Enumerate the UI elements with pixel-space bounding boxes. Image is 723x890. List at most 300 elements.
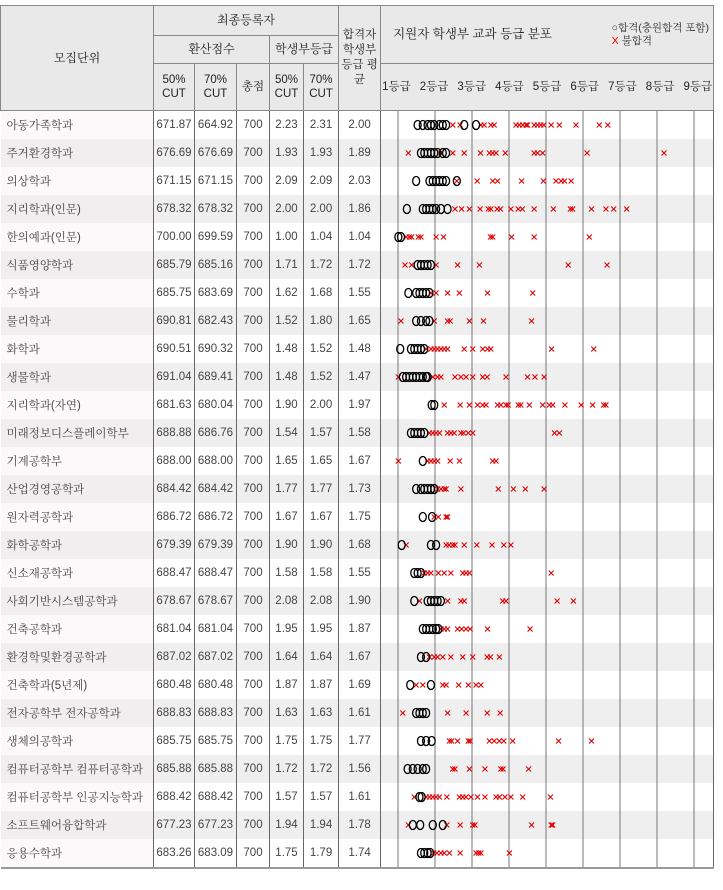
score-cut50: 677.23	[154, 811, 195, 839]
pass-grade-avg: 1.68	[339, 531, 381, 559]
fail-marker	[419, 235, 424, 240]
unit-name: 전자공학부 전자공학과	[1, 699, 154, 727]
table-row	[1, 671, 714, 699]
fail-marker	[450, 151, 455, 156]
fail-marker	[468, 795, 473, 800]
fail-marker	[400, 711, 405, 716]
pass-grade-avg: 1.55	[339, 559, 381, 587]
pass-grade-avg: 1.89	[339, 139, 381, 167]
pass-marker	[473, 121, 480, 130]
pass-marker	[423, 653, 430, 662]
total-score: 700	[237, 559, 270, 587]
score-cut70: 680.04	[195, 391, 237, 419]
fail-marker	[467, 571, 472, 576]
fail-marker	[448, 319, 453, 324]
distribution-plot	[381, 111, 714, 139]
fail-marker	[459, 207, 464, 212]
grade-cut50: 1.65	[270, 447, 304, 475]
total-score: 700	[237, 671, 270, 699]
grade-cut50: 1.52	[270, 307, 304, 335]
fail-marker	[497, 655, 502, 660]
distribution-plot-cell	[381, 391, 714, 419]
header-unit: 모집단위	[1, 6, 154, 111]
distribution-plot-cell	[381, 727, 714, 755]
fail-marker	[435, 459, 440, 464]
fail-marker	[480, 375, 485, 380]
table-row	[1, 279, 714, 307]
fail-marker	[470, 347, 475, 352]
grade-tick-label: 4등급	[495, 80, 524, 93]
fail-marker	[624, 207, 629, 212]
fail-marker	[467, 319, 472, 324]
grade-cut70: 1.57	[304, 783, 339, 811]
fail-marker	[435, 655, 440, 660]
pass-grade-avg: 1.67	[339, 643, 381, 671]
distribution-plot-cell	[381, 643, 714, 671]
fail-marker	[452, 431, 457, 436]
table-row	[1, 587, 714, 615]
unit-name: 물리학과	[1, 307, 154, 335]
grade-cut70: 1.65	[304, 447, 339, 475]
distribution-plot	[381, 839, 714, 867]
total-score: 700	[237, 195, 270, 223]
pass-marker	[411, 597, 418, 606]
fail-marker	[605, 123, 610, 128]
fail-marker	[562, 403, 567, 408]
unit-name: 컴퓨터공학부 인공지능학과	[1, 783, 154, 811]
grade-cut70: 1.75	[304, 727, 339, 755]
pass-grade-avg: 1.61	[339, 783, 381, 811]
score-cut70: 682.43	[195, 307, 237, 335]
fail-marker	[549, 123, 554, 128]
distribution-plot	[381, 167, 714, 195]
score-cut50: 688.47	[154, 559, 195, 587]
fail-marker	[496, 487, 501, 492]
fail-marker	[455, 739, 460, 744]
fail-marker	[484, 403, 489, 408]
fail-marker	[605, 263, 610, 268]
distribution-plot-cell	[381, 223, 714, 251]
total-score: 700	[237, 755, 270, 783]
fail-marker	[488, 655, 493, 660]
distribution-plot	[381, 811, 714, 839]
table-row	[1, 251, 714, 279]
unit-name: 의상학과	[1, 167, 154, 195]
pass-marker	[409, 821, 416, 830]
distribution-plot-cell	[381, 615, 714, 643]
fail-marker	[495, 179, 500, 184]
fail-marker	[486, 207, 491, 212]
fail-marker	[475, 179, 480, 184]
fail-marker	[540, 151, 545, 156]
fail-marker	[480, 347, 485, 352]
grade-cut50: 1.54	[270, 419, 304, 447]
fail-marker	[574, 123, 579, 128]
table-row	[1, 475, 714, 503]
grade-cut50: 1.71	[270, 251, 304, 279]
fail-marker	[529, 823, 534, 828]
distribution-plot-cell	[381, 531, 714, 559]
table-row	[1, 755, 714, 783]
fail-marker	[478, 683, 483, 688]
score-cut50: 685.79	[154, 251, 195, 279]
pass-grade-avg: 1.78	[339, 811, 381, 839]
score-cut70: 690.32	[195, 335, 237, 363]
grade-cut50: 1.75	[270, 727, 304, 755]
header-pass-avg: 합격자 학생부 등급 평균	[339, 6, 381, 111]
grade-tick-label: 7등급	[608, 80, 637, 93]
total-score: 700	[237, 223, 270, 251]
grade-cut50: 2.00	[270, 195, 304, 223]
pass-grade-avg: 1.58	[339, 419, 381, 447]
header-score-cut50: 50% CUT	[154, 64, 195, 111]
pass-grade-avg: 1.87	[339, 615, 381, 643]
fail-marker	[445, 711, 450, 716]
fail-marker	[478, 151, 483, 156]
score-cut50: 688.00	[154, 447, 195, 475]
total-score: 700	[237, 531, 270, 559]
fail-marker	[527, 403, 532, 408]
score-cut70: 664.92	[195, 111, 237, 140]
fail-marker	[481, 319, 486, 324]
pass-grade-avg: 1.56	[339, 755, 381, 783]
score-cut50: 688.42	[154, 783, 195, 811]
grade-cut70: 1.95	[304, 615, 339, 643]
fail-marker	[462, 543, 467, 548]
fail-marker	[488, 347, 493, 352]
distribution-plot	[381, 531, 714, 559]
grade-cut50: 1.58	[270, 559, 304, 587]
table-row	[1, 223, 714, 251]
grade-cut50: 1.64	[270, 643, 304, 671]
fail-marker	[444, 683, 449, 688]
grade-cut50: 1.67	[270, 503, 304, 531]
fail-marker	[589, 739, 594, 744]
unit-name: 수학과	[1, 279, 154, 307]
fail-marker	[461, 431, 466, 436]
distribution-plot-cell	[381, 139, 714, 167]
unit-name: 화학과	[1, 335, 154, 363]
fail-marker	[504, 599, 509, 604]
fail-marker	[535, 151, 540, 156]
score-cut70: 685.75	[195, 727, 237, 755]
score-cut70: 683.09	[195, 839, 237, 868]
pass-grade-avg: 1.97	[339, 391, 381, 419]
fail-marker	[458, 823, 463, 828]
fail-marker	[569, 179, 574, 184]
fail-marker	[552, 431, 557, 436]
distribution-plot-cell	[381, 419, 714, 447]
score-cut70: 684.42	[195, 475, 237, 503]
unit-name: 환경학및환경공학과	[1, 643, 154, 671]
score-cut70: 689.41	[195, 363, 237, 391]
plot-header	[381, 7, 713, 63]
pass-marker	[444, 205, 451, 214]
pass-marker	[398, 541, 405, 550]
distribution-plot	[381, 559, 714, 587]
table-row	[1, 811, 714, 839]
fail-marker	[458, 431, 463, 436]
total-score: 700	[237, 643, 270, 671]
grade-cut70: 1.64	[304, 643, 339, 671]
fail-marker	[549, 347, 554, 352]
grade-cut50: 2.08	[270, 587, 304, 615]
distribution-plot-cell	[381, 447, 714, 475]
fail-marker	[511, 487, 516, 492]
score-cut50: 688.88	[154, 419, 195, 447]
distribution-plot	[381, 475, 714, 503]
score-cut50: 671.15	[154, 167, 195, 195]
pass-grade-avg: 1.61	[339, 699, 381, 727]
score-cut70: 678.32	[195, 195, 237, 223]
fail-marker	[566, 263, 571, 268]
unit-name: 아동가족학과	[1, 111, 154, 140]
fail-marker	[441, 235, 446, 240]
score-cut70: 685.88	[195, 755, 237, 783]
fail-marker	[483, 795, 488, 800]
table-row	[1, 643, 714, 671]
score-cut70: 681.04	[195, 615, 237, 643]
fail-marker	[604, 207, 609, 212]
distribution-plot-cell	[381, 307, 714, 335]
fail-marker	[587, 235, 592, 240]
fail-marker	[434, 235, 439, 240]
admission-table	[0, 5, 714, 869]
distribution-plot	[381, 643, 714, 671]
total-score: 700	[237, 167, 270, 195]
score-cut50: 685.75	[154, 279, 195, 307]
score-cut50: 690.81	[154, 307, 195, 335]
unit-name: 화학공학과	[1, 531, 154, 559]
pass-grade-avg: 1.74	[339, 839, 381, 868]
grade-cut70: 1.63	[304, 699, 339, 727]
fail-marker	[467, 403, 472, 408]
grade-cut70: 2.31	[304, 111, 339, 140]
fail-marker	[498, 403, 503, 408]
fail-marker	[467, 767, 472, 772]
distribution-plot-cell	[381, 699, 714, 727]
fail-marker	[458, 487, 463, 492]
fail-marker	[518, 403, 523, 408]
score-cut50: 671.87	[154, 111, 195, 140]
total-score: 700	[237, 699, 270, 727]
unit-name: 원자력공학과	[1, 503, 154, 531]
fail-marker	[450, 123, 455, 128]
legend-fail-label: 불합격	[621, 34, 653, 47]
fail-marker	[459, 627, 464, 632]
fail-marker	[437, 431, 442, 436]
fail-marker	[548, 795, 553, 800]
table-row	[1, 335, 714, 363]
grade-cut50: 1.63	[270, 699, 304, 727]
score-cut50: 681.63	[154, 391, 195, 419]
fail-marker	[519, 179, 524, 184]
fail-marker	[485, 375, 490, 380]
total-score: 700	[237, 615, 270, 643]
fail-marker	[585, 151, 590, 156]
fail-marker	[557, 431, 562, 436]
score-cut50: 687.02	[154, 643, 195, 671]
score-cut70: 699.59	[195, 223, 237, 251]
grade-cut70: 2.00	[304, 195, 339, 223]
total-score: 700	[237, 391, 270, 419]
unit-name: 건축공학과	[1, 615, 154, 643]
pass-marker	[417, 821, 424, 830]
pass-marker	[439, 821, 446, 830]
fail-marker	[502, 795, 507, 800]
fail-marker	[549, 571, 554, 576]
fail-marker	[485, 291, 490, 296]
fail-marker	[589, 207, 594, 212]
total-score: 700	[237, 839, 270, 868]
pass-marker	[437, 205, 444, 214]
fail-marker	[464, 711, 469, 716]
header-record-grade: 학생부등급	[270, 36, 339, 64]
grade-cut70: 2.09	[304, 167, 339, 195]
score-cut50: 680.48	[154, 671, 195, 699]
total-score: 700	[237, 727, 270, 755]
grade-cut50: 1.48	[270, 335, 304, 363]
grade-tick-label: 6등급	[570, 80, 600, 93]
unit-name: 지리학과(자연)	[1, 391, 154, 419]
grade-cut70: 1.87	[304, 671, 339, 699]
total-score: 700	[237, 811, 270, 839]
total-score: 700	[237, 279, 270, 307]
unit-name: 사회기반시스템공학과	[1, 587, 154, 615]
fail-marker	[445, 627, 450, 632]
distribution-plot-cell	[381, 279, 714, 307]
table-row	[1, 615, 714, 643]
distribution-plot	[381, 391, 714, 419]
pass-grade-avg: 1.86	[339, 195, 381, 223]
fail-marker	[498, 207, 503, 212]
grade-cut50: 1.00	[270, 223, 304, 251]
pass-grade-avg: 1.75	[339, 503, 381, 531]
pass-grade-avg: 1.04	[339, 223, 381, 251]
fail-marker	[597, 123, 602, 128]
grade-tick-label: 2등급	[419, 80, 449, 93]
table-row	[1, 391, 714, 419]
fail-marker	[474, 851, 479, 856]
fail-marker	[526, 767, 531, 772]
distribution-plot	[381, 419, 714, 447]
fail-marker	[551, 207, 556, 212]
grade-cut70: 1.67	[304, 503, 339, 531]
pass-grade-avg: 2.00	[339, 111, 381, 140]
fail-marker	[485, 627, 490, 632]
grade-cut70: 1.90	[304, 531, 339, 559]
fail-marker	[458, 851, 463, 856]
pass-grade-avg: 1.55	[339, 279, 381, 307]
pass-marker	[419, 457, 426, 466]
table-row	[1, 531, 714, 559]
fail-marker	[445, 291, 450, 296]
fail-marker	[458, 375, 463, 380]
fail-marker	[403, 263, 408, 268]
total-score: 700	[237, 251, 270, 279]
grade-cut50: 1.90	[270, 531, 304, 559]
unit-name: 컴퓨터공학부 컴퓨터공학과	[1, 755, 154, 783]
header-plot	[381, 6, 714, 64]
plot-title: 지원자 학생부 교과 등급 분포	[393, 27, 552, 41]
fail-marker	[494, 151, 499, 156]
distribution-plot-cell	[381, 167, 714, 195]
table-row	[1, 167, 714, 195]
fail-marker	[445, 599, 450, 604]
score-cut70: 687.02	[195, 643, 237, 671]
fail-marker	[523, 487, 528, 492]
fail-marker	[442, 851, 447, 856]
grade-cut70: 2.00	[304, 391, 339, 419]
fail-marker	[501, 543, 506, 548]
unit-name: 산업경영공학과	[1, 475, 154, 503]
legend-fail	[612, 35, 709, 48]
score-cut70: 671.15	[195, 167, 237, 195]
score-cut50: 691.04	[154, 363, 195, 391]
fail-marker	[555, 599, 560, 604]
fail-marker	[590, 403, 595, 408]
fail-marker	[474, 543, 479, 548]
table-row	[1, 559, 714, 587]
unit-name: 지리학과(인문)	[1, 195, 154, 223]
distribution-plot	[381, 279, 714, 307]
fail-marker	[428, 571, 433, 576]
score-cut50: 678.67	[154, 587, 195, 615]
fail-marker	[562, 179, 567, 184]
distribution-plot	[381, 615, 714, 643]
distribution-plot	[381, 587, 714, 615]
unit-name: 생체의공학과	[1, 727, 154, 755]
unit-name: 생물학과	[1, 363, 154, 391]
unit-name: 응용수학과	[1, 839, 154, 868]
grade-cut50: 2.23	[270, 111, 304, 140]
distribution-plot-cell	[381, 811, 714, 839]
fail-marker	[475, 795, 480, 800]
grade-cut70: 1.68	[304, 279, 339, 307]
header-converted-score: 환산점수	[154, 36, 270, 64]
fail-marker	[520, 795, 525, 800]
score-cut70: 688.42	[195, 783, 237, 811]
pass-marker	[413, 177, 420, 186]
grade-cut50: 2.09	[270, 167, 304, 195]
distribution-plot	[381, 727, 714, 755]
table-row	[1, 363, 714, 391]
pass-grade-avg: 1.47	[339, 363, 381, 391]
grade-cut70: 1.58	[304, 559, 339, 587]
grade-cut70: 1.77	[304, 475, 339, 503]
fail-marker	[462, 599, 467, 604]
grade-cut70: 1.04	[304, 223, 339, 251]
grade-cut70: 1.57	[304, 419, 339, 447]
distribution-plot	[381, 307, 714, 335]
fail-marker	[455, 263, 460, 268]
total-score: 700	[237, 419, 270, 447]
grade-cut50: 1.75	[270, 839, 304, 868]
pass-marker	[405, 289, 412, 298]
grade-cut70: 1.94	[304, 811, 339, 839]
fail-marker	[528, 627, 533, 632]
fail-marker	[475, 403, 480, 408]
grade-cut50: 1.95	[270, 615, 304, 643]
fail-marker	[436, 515, 441, 520]
fail-marker	[467, 207, 472, 212]
fail-marker	[414, 683, 419, 688]
score-cut50: 678.32	[154, 195, 195, 223]
fail-marker	[498, 711, 503, 716]
fail-marker	[448, 655, 453, 660]
fail-marker	[556, 739, 561, 744]
fail-marker	[532, 207, 537, 212]
